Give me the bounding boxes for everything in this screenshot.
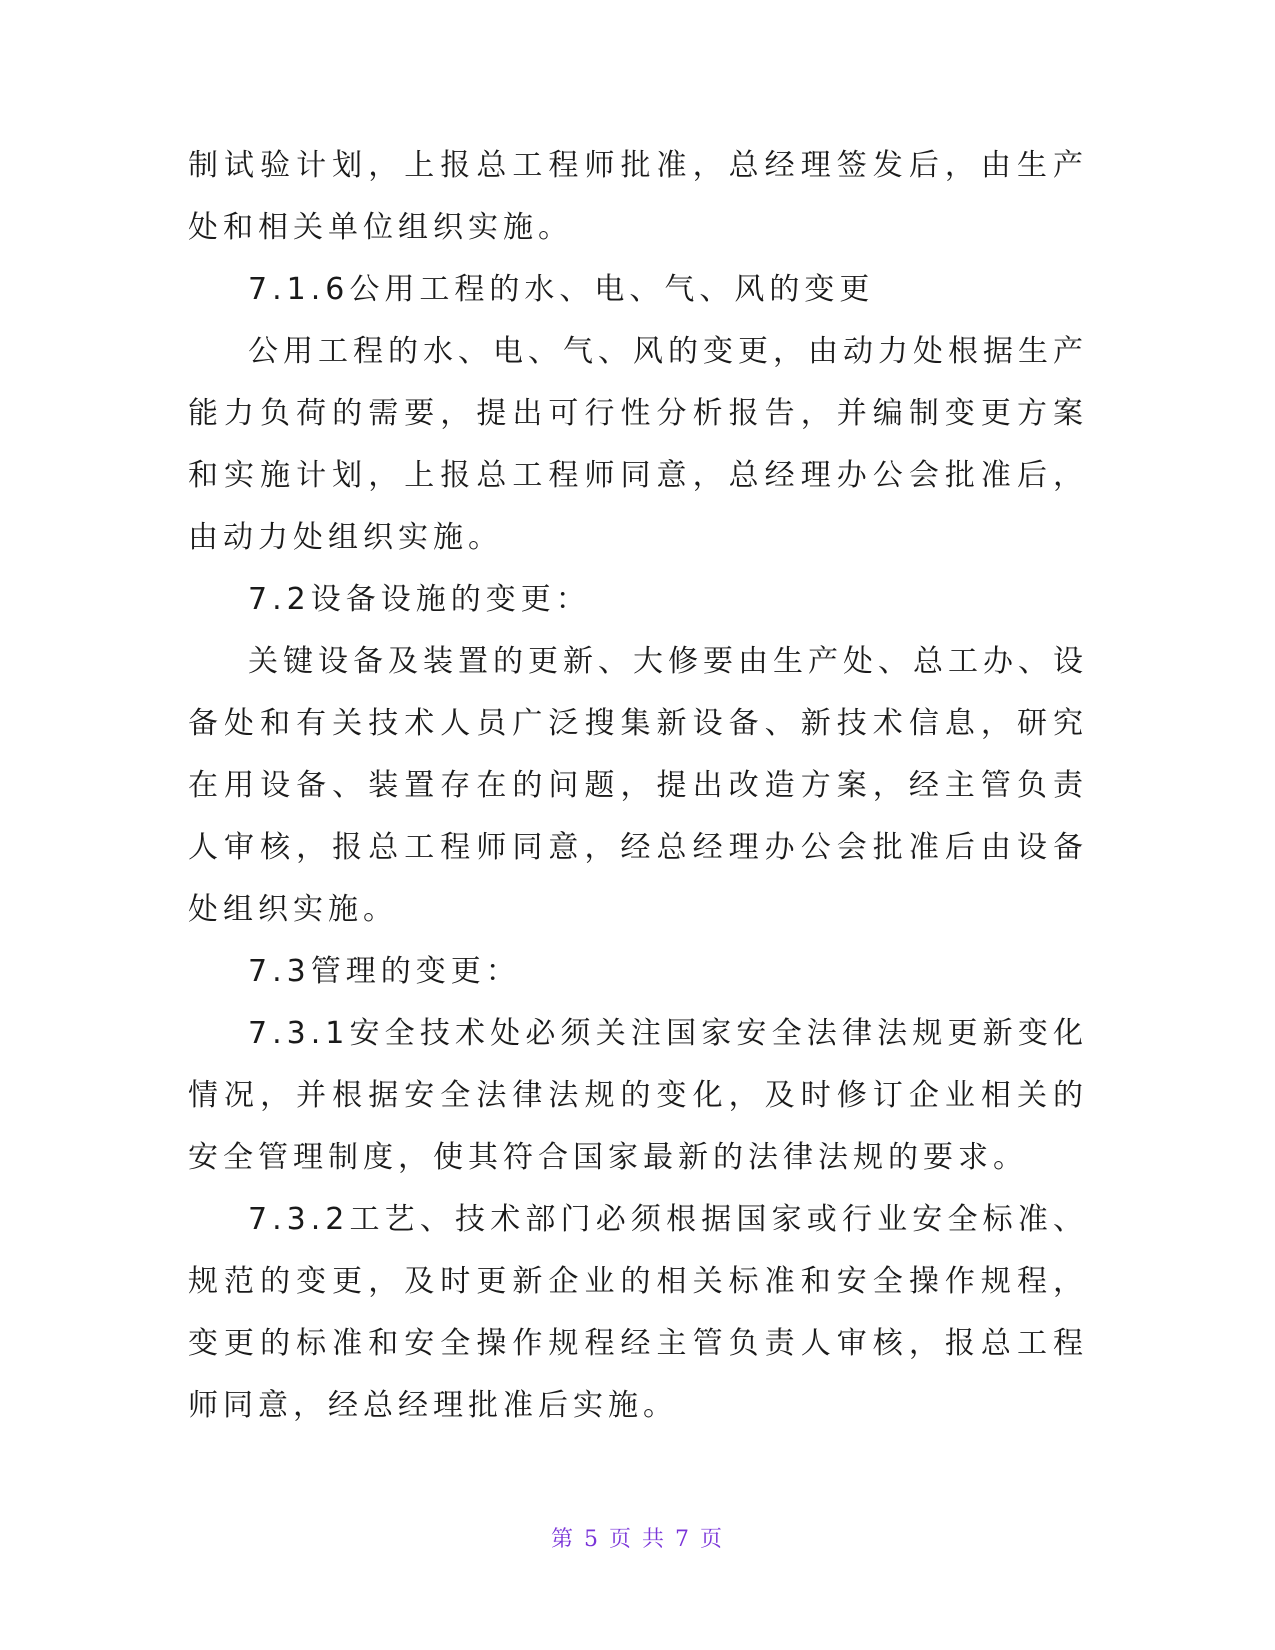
- paragraph-continuation: 制试验计划，上报总工程师批准，总经理签发后，由生产处和相关单位组织实施。: [188, 148, 1088, 245]
- paragraph-utility-change: 公用工程的水、电、气、风的变更，由动力处根据生产能力负荷的需要，提出可行性分析报告，并编制变更方案和实施计划，上报总工程师同意，总经理办公会批准后，由动力处组织实施。: [188, 334, 1088, 555]
- paragraph-equipment-change: 关键设备及装置的更新、大修要由生产处、总工办、设备处和有关技术人员广泛搜集新设备、新技术信息，研究在用设备、装置存在的问题，提出改造方案，经主管负责人审核，报总工程师同意，经总经理办公会批准后由设备处组织实施。: [188, 644, 1088, 927]
- paragraph-7-3-2: 7.3.2工艺、技术部门必须根据国家或行业安全标准、规范的变更，及时更新企业的相关标准和安全操作规程，变更的标准和安全操作规程经主管负责人审核，报总工程师同意，经总经理批准后实施。: [188, 1202, 1088, 1423]
- paragraph-7-3-1: 7.3.1安全技术处必须关注国家安全法律法规更新变化情况，并根据安全法律法规的变化，及时修订企业相关的安全管理制度，使其符合国家最新的法律法规的要求。: [188, 1016, 1088, 1175]
- section-heading-7-2: 7.2设备设施的变更：: [248, 582, 591, 617]
- page-number-footer: 第 5 页 共 7 页: [551, 1527, 724, 1552]
- document-body: [188, 135, 1088, 1437]
- section-heading-7-1-6: 7.1.6公用工程的水、电、气、风的变更: [248, 272, 875, 307]
- section-heading-7-3: 7.3管理的变更：: [248, 954, 521, 989]
